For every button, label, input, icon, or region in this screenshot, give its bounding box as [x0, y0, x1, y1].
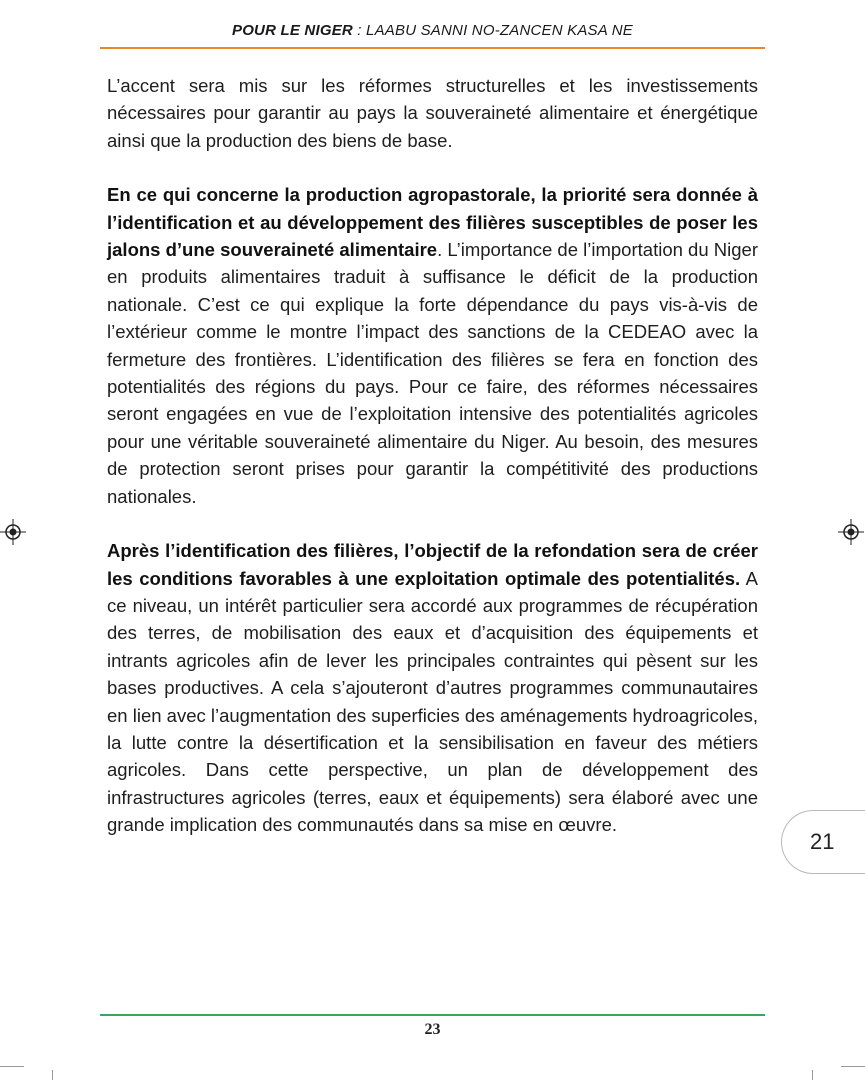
side-page-number: 21 [810, 829, 835, 854]
crop-mark [812, 1070, 813, 1080]
running-header [100, 22, 765, 39]
page-number: 23 [424, 1021, 441, 1038]
paragraph-1-text: L’accent sera mis sur les réformes structurelles et les investissements nécessaires pour garantir au pays la souveraineté alimentaire et énergétique ainsi que la production des biens de base. [107, 75, 758, 151]
paragraph-3-bold: Après l’identification des filières, l’objectif de la refondation sera de créer les conditions favorables à une exploitation optimale des potentialités. [107, 540, 758, 589]
paragraph-2-bold: En ce qui concerne la production agropastorale, la priorité sera donnée à l’identification et au développement des filières susceptibles de poser les jalons d’une souveraineté alimentaire [107, 184, 758, 261]
body-text [107, 72, 758, 866]
crop-mark [0, 1066, 24, 1067]
footer-rule [100, 1014, 765, 1016]
header-title-bold: POUR LE NIGER [231, 22, 353, 39]
header-rule [100, 47, 765, 49]
side-page-tab [781, 810, 865, 874]
crosshair-target-icon [0, 519, 26, 545]
crop-mark [52, 1070, 53, 1080]
paragraph-3-text: A ce niveau, un intérêt particulier sera accordé aux programmes de récupération des terres, de mobilisation des eaux et d’acquisition des équipements et intrants agricoles afin de lever les principales contraintes qui pèsent sur les bases productives. A cela s’ajouteront d’autres programmes communautaires en lien avec l’augmentation des superficies des aménagements hydroagricoles, la lutte contre la désertification et la sensibilisation en faveur des métiers agricoles. Dans cette perspective, un plan de développement des infrastructures agricoles (terres, eaux et équipements) sera élaboré avec une grande implication des communautés dans sa mise en œuvre. [107, 567, 758, 836]
crosshair-target-icon [838, 519, 864, 545]
paragraph-3 [107, 537, 758, 838]
paragraph-1 [107, 72, 758, 154]
paragraph-2-text: . L’importance de l’importation du Niger en produits alimentaires traduit à suffisance le déficit de la production nationale. C’est ce qui explique la forte dépendance du pays vis-à-vis de l’extérieur comme le montre l’impact des sanctions de la CEDEAO avec la fermeture des frontières. L’identification des filières se fera en fonction des potentialités des régions du pays. Pour ce faire, des réformes nécessaires seront engagées en vue de l’exploitation intensive des potentialités agricoles pour une véritable souveraineté alimentaire du Niger. Au besoin, des mesures de protection seront prises pour garantir la compétitivité des productions nationales. [107, 239, 758, 507]
crop-mark [841, 1066, 865, 1067]
header-title-rest: : LAABU SANNI NO-ZANCEN KASA NE [352, 22, 634, 39]
paragraph-2 [107, 181, 758, 510]
